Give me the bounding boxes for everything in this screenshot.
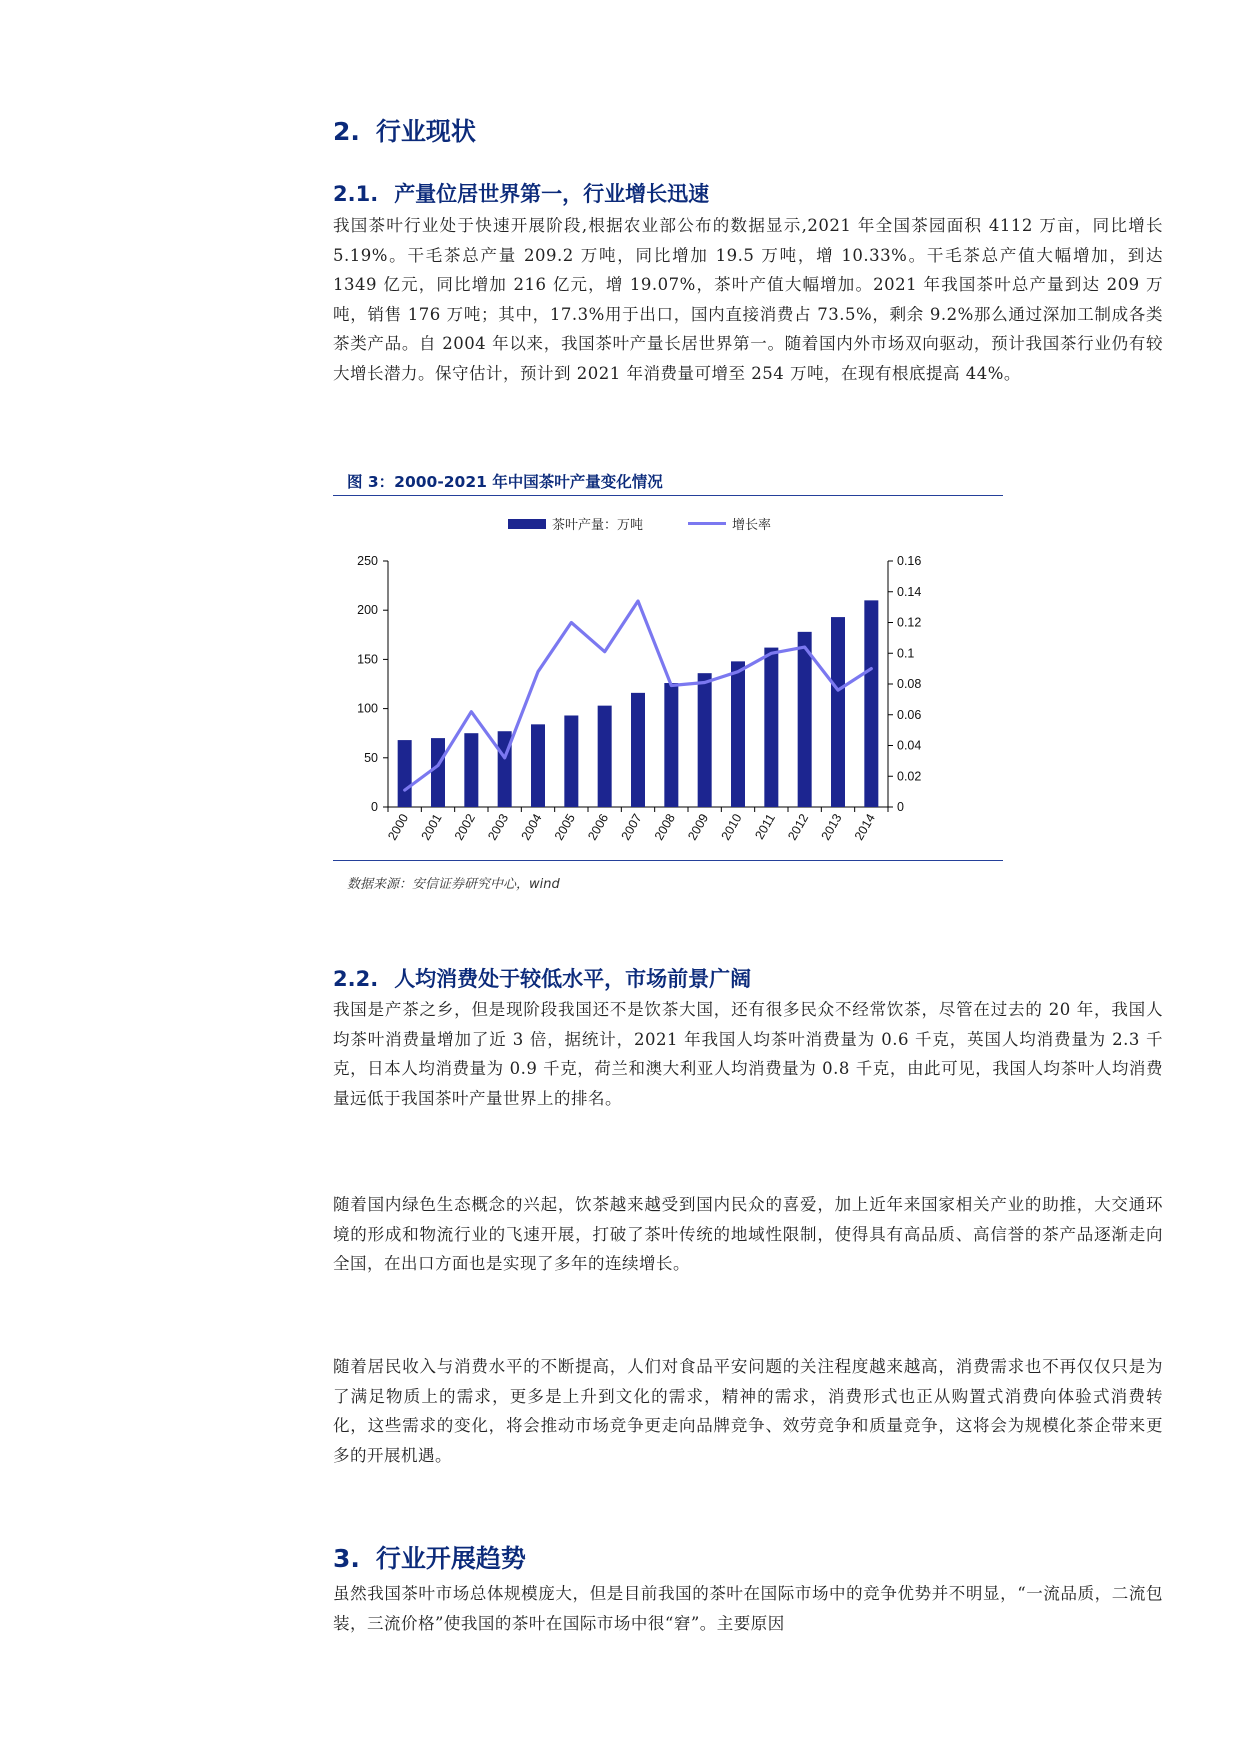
section-title: 产量位居世界第一，行业增长迅速 xyxy=(394,182,710,206)
right-tick-label: 0.04 xyxy=(897,738,922,753)
bar xyxy=(698,673,712,807)
paragraph-trend: 虽然我国茶叶市场总体规模庞大，但是目前我国的茶叶在国际市场中的竞争优势并不明显，“一流品质，二流包装，三流价格”使我国的茶叶在国际市场中很“窘”。主要原因 xyxy=(333,1584,1163,1633)
x-tick-label: 2007 xyxy=(618,811,645,843)
x-tick-label: 2008 xyxy=(651,811,678,843)
x-tick-label: 2013 xyxy=(818,811,845,843)
right-tick-label: 0.08 xyxy=(897,677,922,691)
right-tick-label: 0.1 xyxy=(897,646,915,661)
figure-bottom-rule xyxy=(333,860,1003,861)
left-tick-label: 150 xyxy=(357,652,378,667)
bar xyxy=(731,661,745,807)
bar xyxy=(831,617,845,807)
section-number: 3. xyxy=(333,1544,360,1573)
legend-label: 增长率 xyxy=(732,518,772,533)
bar xyxy=(531,724,545,807)
right-tick-label: 0.02 xyxy=(897,769,922,784)
section-title: 行业开展趋势 xyxy=(375,1544,526,1573)
left-tick-label: 50 xyxy=(364,750,378,765)
bar xyxy=(764,648,778,807)
legend-label: 茶叶产量：万吨 xyxy=(552,518,644,533)
bar xyxy=(564,715,578,807)
left-tick-label: 250 xyxy=(357,554,378,568)
right-tick-label: 0.12 xyxy=(897,615,922,630)
figure-source: 数据来源：安信证券研究中心，wind xyxy=(347,877,560,892)
paragraph-green-trend: 随着国内绿色生态概念的兴起，饮茶越来越受到国内民众的喜爱，加上近年来国家相关产业的助推，大交通环境的形成和物流行业的飞速开展，打破了茶叶传统的地域性限制，使得具有高品质、高信誉的茶产品逐渐走向全国，在出口方面也是实现了多年的连续增长。 xyxy=(333,1195,1163,1273)
bar xyxy=(431,738,445,807)
paragraph-income: 随着居民收入与消费水平的不断提高，人们对食品平安问题的关注程度越来越高，消费需求也不再仅仅只是为了满足物质上的需求，更多是上升到文化的需求，精神的需求，消费形式也正从购置式消费向体验式消费转化，这些需求的变化，将会推动市场竞争更走向品牌竞争、效劳竞争和质量竞争，这将会为规模化茶企带来更多的开展机遇。 xyxy=(333,1357,1163,1465)
bar xyxy=(664,683,678,807)
section-number: 2. xyxy=(333,117,360,146)
x-tick-label: 2009 xyxy=(685,811,712,843)
x-tick-label: 2003 xyxy=(485,811,512,843)
bar xyxy=(798,632,812,807)
section-number: 2.2. xyxy=(333,967,379,991)
x-tick-label: 2001 xyxy=(418,811,445,843)
section-3-heading xyxy=(333,1539,526,1575)
paragraph-consumption: 我国是产茶之乡，但是现阶段我国还不是饮茶大国，还有很多民众不经常饮茶，尽管在过去的 20 年，我国人均茶叶消费量增加了近 3 倍，据统计，2021 年我国人均茶叶消费量为 0.6 千克，英国人均消费量为 2.3 千克，日本人均消费量为 0.9 千克，荷兰和澳大利亚人均消费量为 0.8 千克，由此可见，我国人均茶叶人均消费量远低于我国茶叶产量世界上的排名。 xyxy=(333,1000,1163,1108)
section-number: 2.1. xyxy=(333,182,379,206)
section-title: 行业现状 xyxy=(375,117,476,146)
section-title: 人均消费处于较低水平，市场前景广阔 xyxy=(394,967,752,991)
x-tick-label: 2012 xyxy=(785,811,812,843)
bar xyxy=(464,733,478,807)
right-tick-label: 0.16 xyxy=(897,554,922,568)
left-tick-label: 0 xyxy=(371,800,378,814)
x-tick-label: 2002 xyxy=(451,811,478,843)
bar xyxy=(631,693,645,807)
left-tick-label: 100 xyxy=(357,701,378,716)
x-tick-label: 2000 xyxy=(385,811,412,843)
section-2-2-heading xyxy=(333,963,751,993)
paragraph-production: 我国茶叶行业处于快速开展阶段,根据农业部公布的数据显示,2021 年全国茶园面积 4112 万亩，同比增长 5.19%。干毛茶总产量 209.2 万吨，同比增加 19.5 万吨，增 10.33%。干毛茶总产值大幅增加，到达 1349 亿元，同比增加 216 亿元，增 19.07%，茶叶产值大幅增加。2021 年我国茶叶总产量到达 209 万吨，销售 176 万吨；其中，17.3%用于出口，国内直接消费占 73.5%，剩余 9.2%那么通过深加工制成各类茶类产品。自 2004 年以来，我国茶叶产量长居世界第一。随着国内外市场双向驱动，预计我国茶行业仍有较大增长潜力。保守估计，预计到 2021 年消费量可增至 254 万吨，在现有根底提高 44%。 xyxy=(333,216,1163,383)
figure-caption: 图 3：2000-2021 年中国茶叶产量变化情况 xyxy=(347,473,663,491)
bar xyxy=(864,600,878,807)
x-tick-label: 2006 xyxy=(585,811,612,843)
x-tick-label: 2014 xyxy=(851,811,878,843)
right-tick-label: 0 xyxy=(897,800,904,814)
right-tick-label: 0.06 xyxy=(897,707,922,722)
x-tick-label: 2005 xyxy=(551,811,578,843)
bar xyxy=(598,706,612,807)
x-tick-label: 2010 xyxy=(718,811,745,843)
bar xyxy=(398,740,412,807)
x-tick-label: 2004 xyxy=(518,811,545,843)
left-tick-label: 200 xyxy=(357,603,378,618)
x-tick-label: 2011 xyxy=(752,811,778,842)
right-tick-label: 0.14 xyxy=(897,584,922,599)
